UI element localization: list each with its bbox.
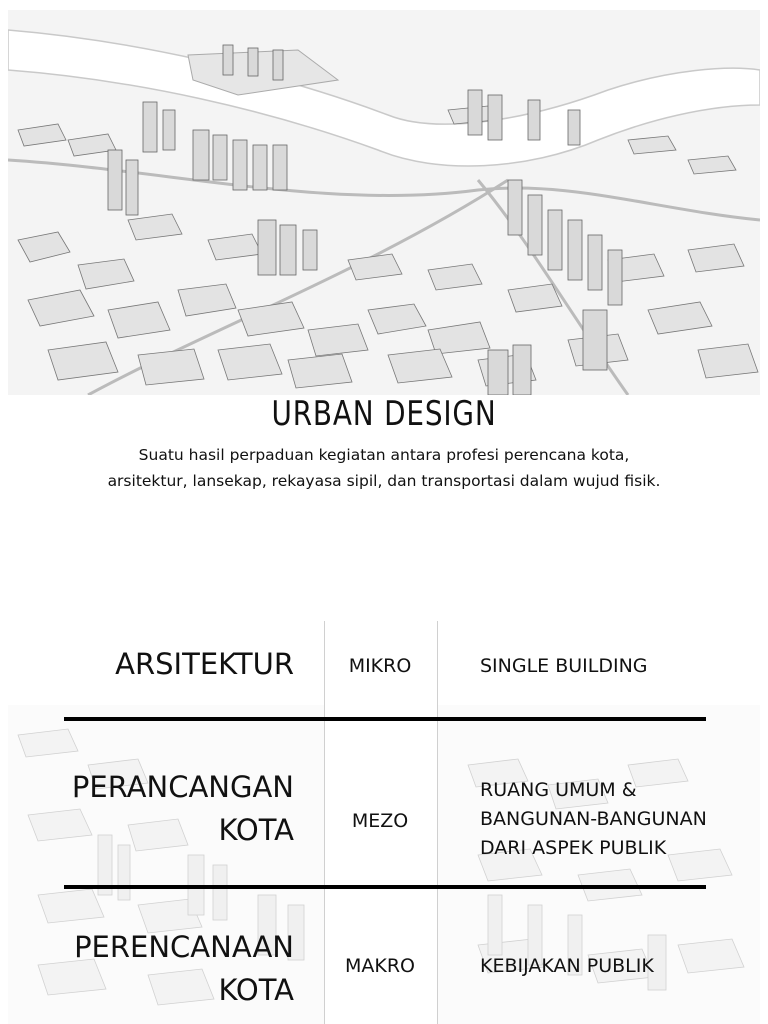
field-arsitektur: ARSITEKTUR bbox=[115, 647, 294, 681]
subtitle-line-1: Suatu hasil perpaduan kegiatan antara profesi perencana kota, bbox=[138, 446, 630, 464]
city-model-image bbox=[8, 10, 760, 395]
row-divider-2 bbox=[64, 885, 706, 889]
city-model-illustration bbox=[8, 10, 760, 395]
scope-ruang-umum: RUANG UMUM & BANGUNAN-BANGUNAN DARI ASPEK PUBLIK bbox=[480, 779, 707, 859]
subtitle-line-2: arsitektur, lansekap, rekayasa sipil, dan transportasi dalam wujud fisik. bbox=[107, 472, 661, 490]
scale-mikro: MIKRO bbox=[348, 655, 412, 677]
scope-single-building: SINGLE BUILDING bbox=[480, 655, 648, 677]
row-divider-1 bbox=[64, 717, 706, 721]
field-perencanaan-kota: PERENCANAAN KOTA bbox=[74, 930, 294, 1007]
page-subtitle bbox=[84, 442, 684, 494]
field-perancangan-kota: PERANCANGAN KOTA bbox=[71, 770, 294, 847]
scope-kebijakan-publik: KEBIJAKAN PUBLIK bbox=[480, 955, 654, 977]
scale-mezo: MEZO bbox=[351, 810, 409, 832]
page-title: URBAN DESIGN bbox=[271, 394, 497, 434]
scale-makro: MAKRO bbox=[344, 955, 415, 977]
